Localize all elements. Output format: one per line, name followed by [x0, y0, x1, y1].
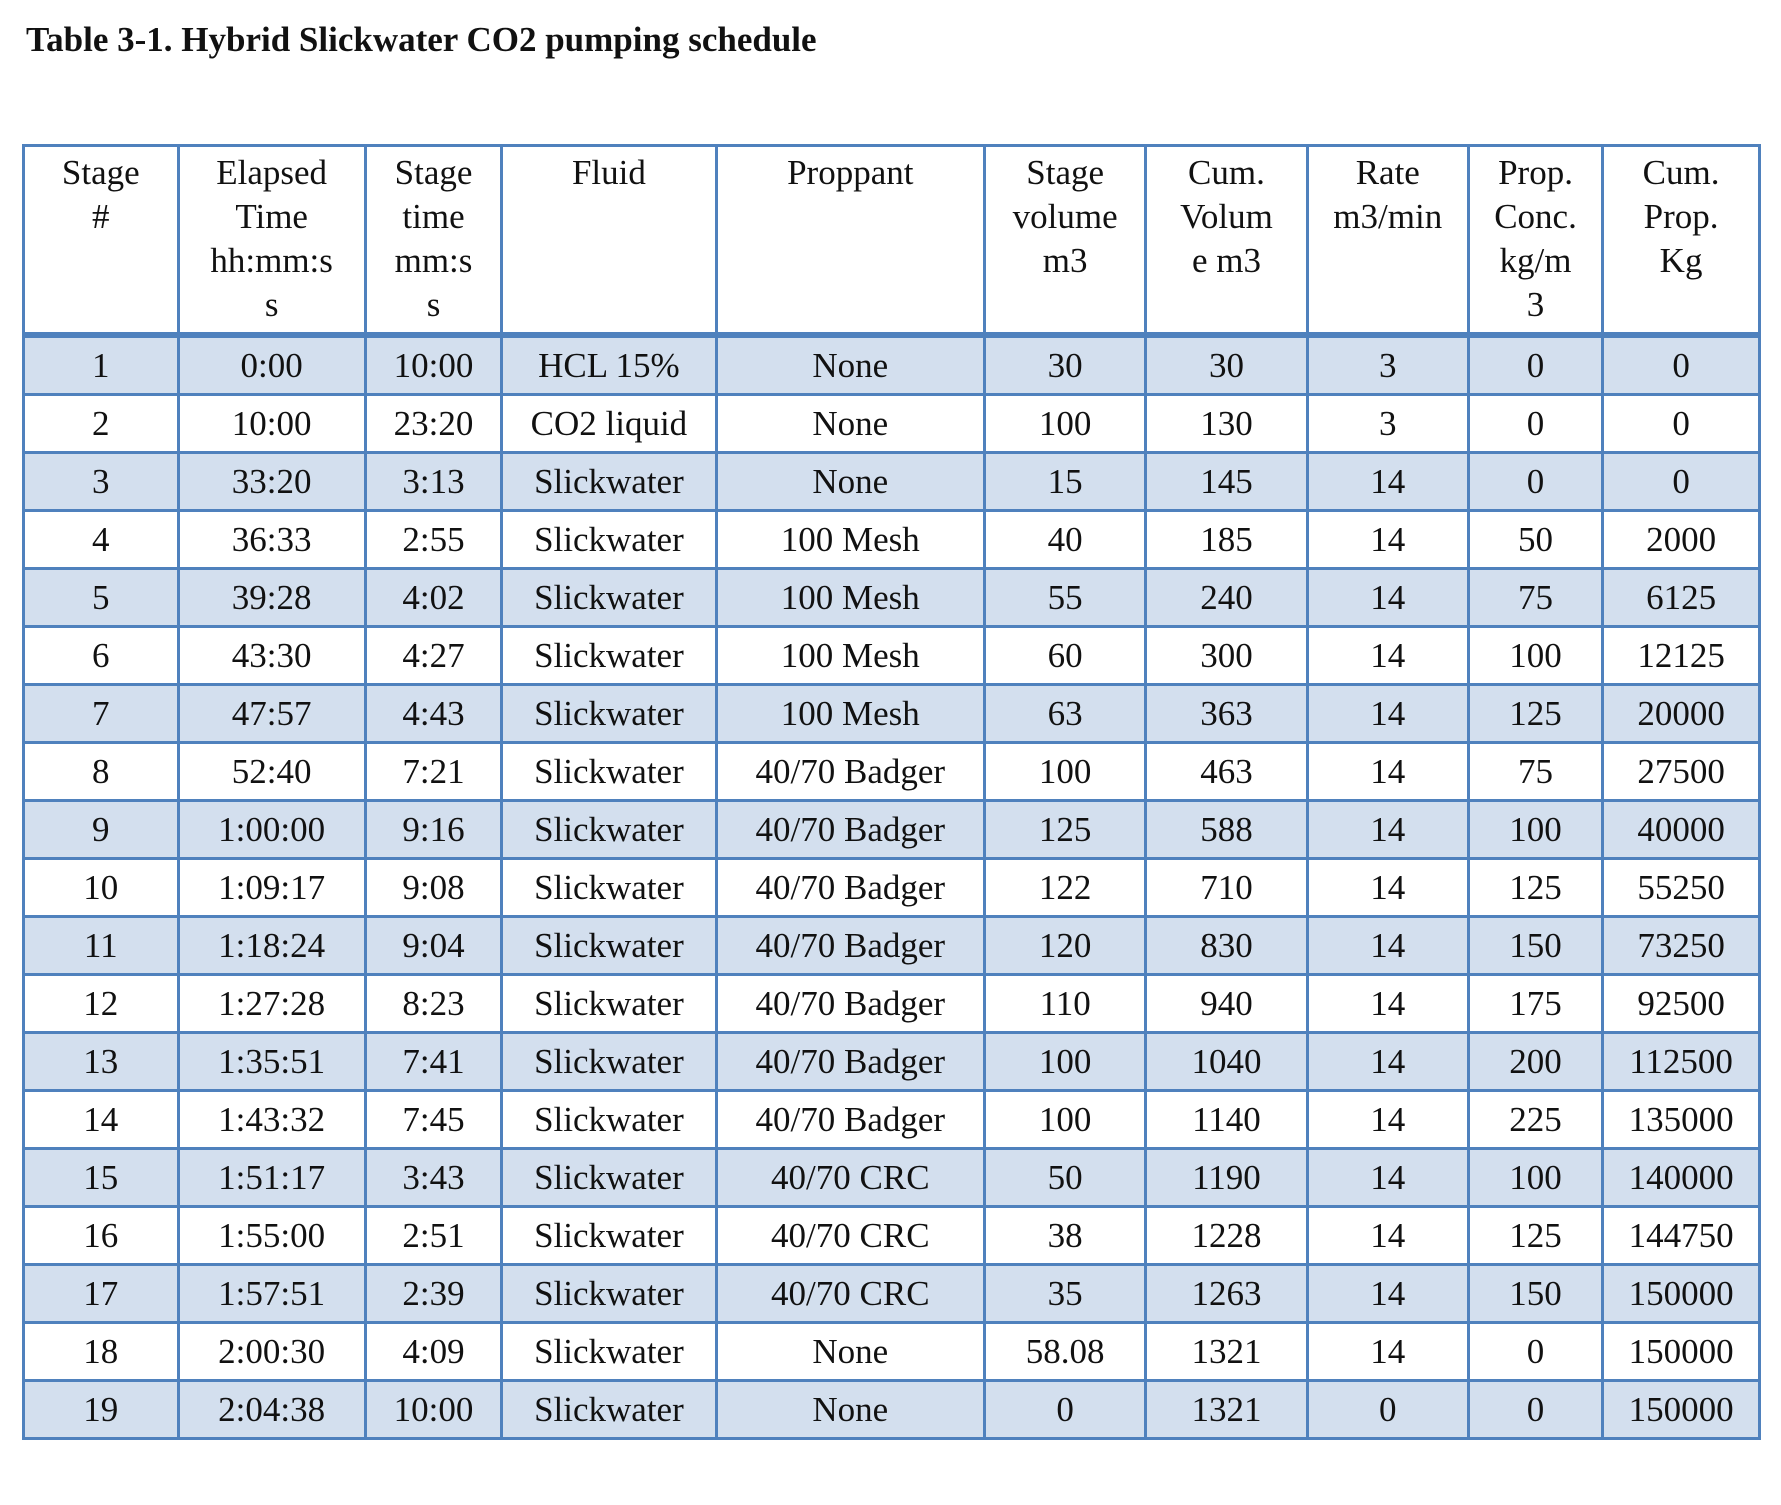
cell-stage-volume: 50	[985, 1149, 1146, 1207]
cell-prop-conc: 125	[1468, 685, 1602, 743]
cell-prop-conc: 0	[1468, 1323, 1602, 1381]
table-row	[24, 917, 1760, 975]
cell-rate: 14	[1307, 1265, 1468, 1323]
column-header-line: Proppant	[787, 153, 914, 192]
column-header-line: s	[426, 285, 441, 324]
cell-cum-prop: 2000	[1603, 511, 1760, 569]
cell-cum-prop: 144750	[1603, 1207, 1760, 1265]
cell-stage-volume: 100	[985, 395, 1146, 453]
cell-stage-number: 14	[24, 1091, 179, 1149]
column-header-elapsed-time	[178, 146, 365, 336]
cell-prop-conc: 150	[1468, 917, 1602, 975]
cell-proppant: 40/70 Badger	[716, 801, 984, 859]
cell-rate: 14	[1307, 627, 1468, 685]
column-header-line: time	[402, 197, 465, 236]
cell-stage-time: 7:21	[365, 743, 501, 801]
cell-cum-volume: 185	[1146, 511, 1307, 569]
cell-rate: 3	[1307, 335, 1468, 395]
cell-prop-conc: 0	[1468, 1381, 1602, 1439]
column-header-cum-volume	[1146, 146, 1307, 336]
cell-prop-conc: 100	[1468, 1149, 1602, 1207]
cell-elapsed-time: 1:35:51	[178, 1033, 365, 1091]
cell-stage-volume: 125	[985, 801, 1146, 859]
cell-prop-conc: 50	[1468, 511, 1602, 569]
cell-rate: 14	[1307, 859, 1468, 917]
cell-cum-volume: 1321	[1146, 1323, 1307, 1381]
cell-fluid: HCL 15%	[502, 335, 716, 395]
table-row	[24, 1091, 1760, 1149]
cell-stage-number: 10	[24, 859, 179, 917]
column-header-line: Time	[235, 197, 308, 236]
cell-cum-volume: 240	[1146, 569, 1307, 627]
cell-rate: 14	[1307, 1149, 1468, 1207]
cell-fluid: Slickwater	[502, 743, 716, 801]
cell-proppant: 100 Mesh	[716, 627, 984, 685]
table-row	[24, 1207, 1760, 1265]
cell-fluid: Slickwater	[502, 801, 716, 859]
table-row	[24, 1323, 1760, 1381]
cell-cum-prop: 140000	[1603, 1149, 1760, 1207]
cell-stage-number: 17	[24, 1265, 179, 1323]
cell-proppant: 40/70 CRC	[716, 1149, 984, 1207]
cell-proppant: None	[716, 1323, 984, 1381]
cell-stage-volume: 40	[985, 511, 1146, 569]
cell-proppant: None	[716, 395, 984, 453]
cell-prop-conc: 75	[1468, 569, 1602, 627]
cell-rate: 14	[1307, 743, 1468, 801]
cell-stage-time: 8:23	[365, 975, 501, 1033]
cell-elapsed-time: 1:09:17	[178, 859, 365, 917]
cell-cum-volume: 30	[1146, 335, 1307, 395]
cell-cum-volume: 463	[1146, 743, 1307, 801]
cell-stage-time: 23:20	[365, 395, 501, 453]
cell-stage-volume: 110	[985, 975, 1146, 1033]
cell-prop-conc: 225	[1468, 1091, 1602, 1149]
header-row	[24, 146, 1760, 336]
cell-stage-number: 16	[24, 1207, 179, 1265]
column-header-line: Prop.	[1643, 197, 1719, 236]
cell-stage-volume: 100	[985, 743, 1146, 801]
cell-cum-volume: 1228	[1146, 1207, 1307, 1265]
cell-proppant: 40/70 CRC	[716, 1265, 984, 1323]
cell-cum-prop: 150000	[1603, 1323, 1760, 1381]
table-header	[24, 146, 1760, 336]
cell-fluid: Slickwater	[502, 627, 716, 685]
cell-stage-number: 9	[24, 801, 179, 859]
column-header-line: s	[264, 285, 279, 324]
column-header-prop-conc	[1468, 146, 1602, 336]
table-row	[24, 859, 1760, 917]
table-row	[24, 453, 1760, 511]
column-header-line: Stage	[61, 153, 140, 192]
cell-prop-conc: 125	[1468, 859, 1602, 917]
cell-stage-number: 13	[24, 1033, 179, 1091]
cell-stage-time: 4:09	[365, 1323, 501, 1381]
cell-stage-number: 8	[24, 743, 179, 801]
cell-stage-volume: 15	[985, 453, 1146, 511]
cell-stage-volume: 30	[985, 335, 1146, 395]
cell-prop-conc: 125	[1468, 1207, 1602, 1265]
cell-elapsed-time: 36:33	[178, 511, 365, 569]
cell-elapsed-time: 33:20	[178, 453, 365, 511]
column-header-line: Stage	[1026, 153, 1105, 192]
cell-rate: 14	[1307, 1207, 1468, 1265]
column-header-line: Cum.	[1188, 153, 1265, 192]
cell-fluid: Slickwater	[502, 511, 716, 569]
cell-elapsed-time: 2:04:38	[178, 1381, 365, 1439]
cell-stage-number: 3	[24, 453, 179, 511]
cell-rate: 14	[1307, 453, 1468, 511]
cell-prop-conc: 0	[1468, 395, 1602, 453]
cell-stage-number: 6	[24, 627, 179, 685]
cell-fluid: CO2 liquid	[502, 395, 716, 453]
table-caption: Table 3-1. Hybrid Slickwater CO2 pumping schedule	[26, 20, 817, 59]
cell-cum-prop: 27500	[1603, 743, 1760, 801]
cell-stage-time: 2:39	[365, 1265, 501, 1323]
cell-cum-prop: 12125	[1603, 627, 1760, 685]
cell-stage-time: 2:51	[365, 1207, 501, 1265]
cell-stage-volume: 35	[985, 1265, 1146, 1323]
cell-proppant: 100 Mesh	[716, 569, 984, 627]
cell-stage-number: 2	[24, 395, 179, 453]
column-header-line: e m3	[1191, 241, 1261, 280]
cell-cum-prop: 112500	[1603, 1033, 1760, 1091]
cell-stage-number: 1	[24, 335, 179, 395]
cell-elapsed-time: 1:18:24	[178, 917, 365, 975]
cell-stage-time: 9:04	[365, 917, 501, 975]
cell-cum-volume: 1263	[1146, 1265, 1307, 1323]
cell-elapsed-time: 1:55:00	[178, 1207, 365, 1265]
cell-stage-volume: 60	[985, 627, 1146, 685]
column-header-line: Volum	[1180, 197, 1273, 236]
cell-elapsed-time: 52:40	[178, 743, 365, 801]
table-body	[24, 335, 1760, 1439]
cell-cum-prop: 73250	[1603, 917, 1760, 975]
cell-cum-volume: 300	[1146, 627, 1307, 685]
column-header-proppant	[716, 146, 984, 336]
cell-cum-volume: 145	[1146, 453, 1307, 511]
cell-rate: 14	[1307, 917, 1468, 975]
table-row	[24, 975, 1760, 1033]
cell-cum-volume: 1190	[1146, 1149, 1307, 1207]
column-header-line: volume	[1012, 197, 1118, 236]
cell-cum-prop: 135000	[1603, 1091, 1760, 1149]
cell-stage-number: 19	[24, 1381, 179, 1439]
cell-elapsed-time: 47:57	[178, 685, 365, 743]
column-header-line: m3	[1042, 241, 1088, 280]
table-row	[24, 511, 1760, 569]
cell-prop-conc: 0	[1468, 335, 1602, 395]
cell-stage-time: 4:02	[365, 569, 501, 627]
cell-cum-volume: 1040	[1146, 1033, 1307, 1091]
cell-cum-volume: 940	[1146, 975, 1307, 1033]
column-header-fluid	[502, 146, 716, 336]
cell-fluid: Slickwater	[502, 1323, 716, 1381]
column-header-line: Cum.	[1642, 153, 1720, 192]
column-header-line: mm:s	[394, 241, 473, 280]
cell-stage-time: 7:45	[365, 1091, 501, 1149]
cell-fluid: Slickwater	[502, 975, 716, 1033]
cell-fluid: Slickwater	[502, 1091, 716, 1149]
cell-fluid: Slickwater	[502, 1149, 716, 1207]
cell-prop-conc: 200	[1468, 1033, 1602, 1091]
cell-proppant: 40/70 Badger	[716, 975, 984, 1033]
cell-stage-time: 10:00	[365, 1381, 501, 1439]
cell-rate: 14	[1307, 1323, 1468, 1381]
cell-stage-time: 7:41	[365, 1033, 501, 1091]
cell-stage-time: 4:43	[365, 685, 501, 743]
cell-stage-time: 2:55	[365, 511, 501, 569]
cell-stage-number: 12	[24, 975, 179, 1033]
table-row	[24, 743, 1760, 801]
cell-fluid: Slickwater	[502, 1207, 716, 1265]
cell-rate: 0	[1307, 1381, 1468, 1439]
cell-cum-prop: 55250	[1603, 859, 1760, 917]
table-row	[24, 685, 1760, 743]
cell-proppant: 100 Mesh	[716, 685, 984, 743]
cell-proppant: 40/70 CRC	[716, 1207, 984, 1265]
cell-stage-number: 18	[24, 1323, 179, 1381]
cell-fluid: Slickwater	[502, 1265, 716, 1323]
cell-prop-conc: 100	[1468, 627, 1602, 685]
cell-proppant: None	[716, 335, 984, 395]
cell-stage-number: 4	[24, 511, 179, 569]
cell-stage-volume: 0	[985, 1381, 1146, 1439]
cell-elapsed-time: 0:00	[178, 335, 365, 395]
cell-cum-prop: 150000	[1603, 1381, 1760, 1439]
cell-cum-prop: 0	[1603, 453, 1760, 511]
cell-fluid: Slickwater	[502, 917, 716, 975]
table-row	[24, 395, 1760, 453]
cell-cum-prop: 20000	[1603, 685, 1760, 743]
cell-elapsed-time: 39:28	[178, 569, 365, 627]
cell-proppant: 40/70 Badger	[716, 917, 984, 975]
column-header-cum-prop	[1603, 146, 1760, 336]
cell-elapsed-time: 2:00:30	[178, 1323, 365, 1381]
cell-stage-volume: 120	[985, 917, 1146, 975]
cell-stage-time: 4:27	[365, 627, 501, 685]
cell-stage-number: 7	[24, 685, 179, 743]
cell-prop-conc: 75	[1468, 743, 1602, 801]
cell-stage-number: 11	[24, 917, 179, 975]
cell-cum-prop: 6125	[1603, 569, 1760, 627]
cell-rate: 3	[1307, 395, 1468, 453]
cell-cum-volume: 830	[1146, 917, 1307, 975]
column-header-line: Conc.	[1494, 197, 1577, 236]
cell-prop-conc: 150	[1468, 1265, 1602, 1323]
column-header-line: hh:mm:s	[210, 241, 333, 280]
cell-proppant: None	[716, 453, 984, 511]
table-container	[22, 144, 1761, 1440]
table-row	[24, 1265, 1760, 1323]
cell-proppant: 100 Mesh	[716, 511, 984, 569]
cell-cum-volume: 710	[1146, 859, 1307, 917]
cell-cum-prop: 0	[1603, 335, 1760, 395]
cell-cum-volume: 130	[1146, 395, 1307, 453]
cell-stage-time: 3:43	[365, 1149, 501, 1207]
cell-cum-prop: 150000	[1603, 1265, 1760, 1323]
cell-cum-prop: 40000	[1603, 801, 1760, 859]
cell-rate: 14	[1307, 1091, 1468, 1149]
table-row	[24, 627, 1760, 685]
cell-elapsed-time: 1:27:28	[178, 975, 365, 1033]
cell-cum-prop: 92500	[1603, 975, 1760, 1033]
table-row	[24, 1033, 1760, 1091]
cell-stage-volume: 100	[985, 1091, 1146, 1149]
column-header-line: Fluid	[571, 153, 646, 192]
column-header-line: 3	[1526, 285, 1545, 324]
cell-stage-volume: 63	[985, 685, 1146, 743]
cell-stage-time: 9:08	[365, 859, 501, 917]
cell-elapsed-time: 10:00	[178, 395, 365, 453]
column-header-stage-number	[24, 146, 179, 336]
column-header-line: Stage	[394, 153, 473, 192]
cell-elapsed-time: 1:43:32	[178, 1091, 365, 1149]
cell-elapsed-time: 1:00:00	[178, 801, 365, 859]
column-header-line: Rate	[1355, 153, 1420, 192]
cell-rate: 14	[1307, 685, 1468, 743]
cell-stage-time: 3:13	[365, 453, 501, 511]
column-header-line: Prop.	[1498, 153, 1573, 192]
cell-rate: 14	[1307, 511, 1468, 569]
column-header-rate	[1307, 146, 1468, 336]
cell-rate: 14	[1307, 801, 1468, 859]
pumping-schedule-table	[22, 144, 1761, 1440]
cell-cum-prop: 0	[1603, 395, 1760, 453]
column-header-stage-time	[365, 146, 501, 336]
cell-cum-volume: 1321	[1146, 1381, 1307, 1439]
table-row	[24, 335, 1760, 395]
cell-proppant: None	[716, 1381, 984, 1439]
cell-rate: 14	[1307, 1033, 1468, 1091]
column-header-line: Kg	[1659, 241, 1703, 280]
cell-elapsed-time: 1:51:17	[178, 1149, 365, 1207]
table-row	[24, 1149, 1760, 1207]
cell-rate: 14	[1307, 975, 1468, 1033]
cell-fluid: Slickwater	[502, 859, 716, 917]
cell-fluid: Slickwater	[502, 1381, 716, 1439]
cell-stage-number: 5	[24, 569, 179, 627]
cell-proppant: 40/70 Badger	[716, 859, 984, 917]
table-row	[24, 569, 1760, 627]
cell-cum-volume: 363	[1146, 685, 1307, 743]
cell-stage-volume: 122	[985, 859, 1146, 917]
cell-cum-volume: 1140	[1146, 1091, 1307, 1149]
cell-stage-time: 9:16	[365, 801, 501, 859]
cell-proppant: 40/70 Badger	[716, 1033, 984, 1091]
cell-prop-conc: 100	[1468, 801, 1602, 859]
cell-fluid: Slickwater	[502, 569, 716, 627]
cell-fluid: Slickwater	[502, 685, 716, 743]
column-header-line: m3/min	[1333, 197, 1443, 236]
table-row	[24, 1381, 1760, 1439]
cell-prop-conc: 0	[1468, 453, 1602, 511]
cell-elapsed-time: 43:30	[178, 627, 365, 685]
column-header-line: kg/m	[1499, 241, 1572, 280]
column-header-line: #	[92, 197, 110, 236]
cell-stage-volume: 58.08	[985, 1323, 1146, 1381]
cell-proppant: 40/70 Badger	[716, 743, 984, 801]
cell-fluid: Slickwater	[502, 1033, 716, 1091]
cell-cum-volume: 588	[1146, 801, 1307, 859]
cell-stage-volume: 100	[985, 1033, 1146, 1091]
cell-rate: 14	[1307, 569, 1468, 627]
cell-stage-number: 15	[24, 1149, 179, 1207]
cell-stage-volume: 38	[985, 1207, 1146, 1265]
cell-proppant: 40/70 Badger	[716, 1091, 984, 1149]
cell-elapsed-time: 1:57:51	[178, 1265, 365, 1323]
cell-fluid: Slickwater	[502, 453, 716, 511]
cell-prop-conc: 175	[1468, 975, 1602, 1033]
column-header-line: Elapsed	[216, 153, 328, 192]
cell-stage-volume: 55	[985, 569, 1146, 627]
table-row	[24, 801, 1760, 859]
column-header-stage-volume	[985, 146, 1146, 336]
cell-stage-time: 10:00	[365, 335, 501, 395]
